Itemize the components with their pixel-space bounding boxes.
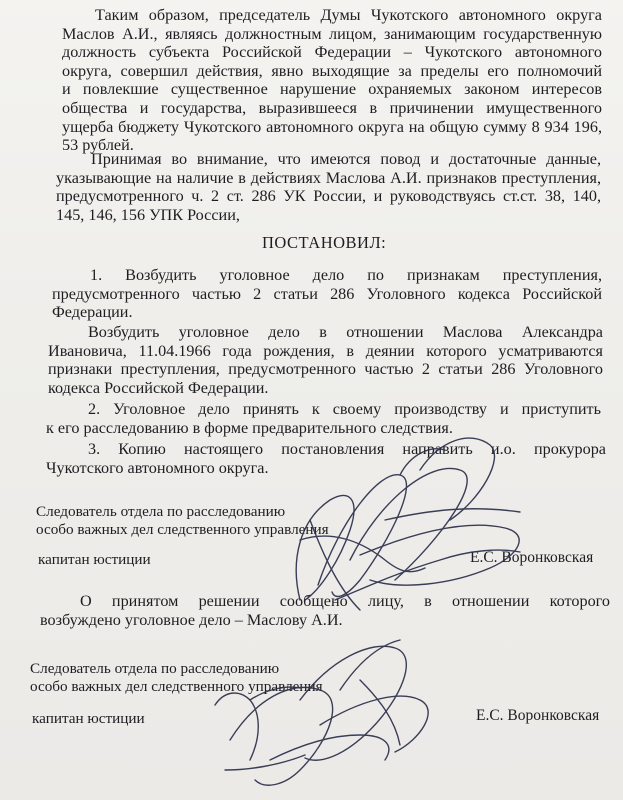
resolution-item-2 (46, 400, 601, 437)
text-line: О принятом решении сообщено лицу, в отношении которого (80, 592, 610, 610)
text-line: и повлекшие существенное нарушение охраняемых законом интересов (62, 80, 602, 99)
text-line: 145, 146, 156 УПК России, (56, 205, 240, 224)
resolution-item-3 (46, 440, 606, 477)
text-line: указывающие на наличие в действиях Маслова А.И. признаков преступления, (56, 168, 601, 187)
notice-paragraph (40, 592, 610, 629)
text-line: предусмотренного ч. 2 ст. 286 УК России, и руководствуясь ст.ст. 38, 140, (56, 187, 601, 206)
text-line: признаки преступления, предусмотренного частью 2 статьи 286 Уголовного (48, 360, 603, 379)
investigator-rank: капитан юстиции (32, 710, 145, 727)
paragraph-conclusion (62, 6, 602, 155)
text-line: ущерба бюджету Чукотского автономного округа на общую сумму 8 934 196, (62, 117, 602, 136)
text-line: Чукотского автономного округа. (46, 458, 269, 477)
investigator-title-line-1: Следователь отдела по расследованию (36, 503, 286, 520)
investigator-name: Е.С. Воронковская (476, 707, 600, 724)
text-line: кодекса Российской Федерации. (48, 378, 269, 397)
text-line: Федерации. (52, 303, 133, 322)
text-line: возбуждено уголовное дело – Маслову А.И. (40, 610, 343, 629)
section-heading: ПОСТАНОВИЛ: (262, 233, 387, 252)
resolution-item-1 (52, 266, 602, 322)
text-line: Ивановича, 11.04.1966 года рождения, в деянии которого усматриваются (48, 341, 603, 360)
text-line: к его расследованию в форме предварительного следствия. (46, 418, 453, 437)
text-line: 53 рублей. (62, 136, 134, 155)
investigator-title-line-1: Следователь отдела по расследованию (30, 660, 280, 677)
text-line: Таким образом, председатель Думы Чукотского автономного округа (95, 6, 602, 24)
cropped-top-line (120, 0, 520, 4)
text-line: Возбудить уголовное дело в отношении Маслова Александра (88, 323, 603, 341)
text-line: Маслов А.И., являясь должностным лицом, занимающим государственную (62, 24, 602, 43)
resolution-item-1-continued (48, 323, 603, 397)
text-line: Принимая во внимание, что имеются повод и достаточные данные, (91, 150, 601, 168)
paragraph-considering (56, 150, 601, 224)
text-line: округа, совершил действия, явно выходящие за пределы его полномочий (62, 61, 602, 80)
text-line: общества и государства, выразившееся в причинении имущественного (62, 98, 602, 117)
text-line: 2. Уголовное дело принять к своему производству и приступить (88, 400, 601, 418)
investigator-rank: капитан юстиции (38, 551, 151, 568)
text-line: должность субъекта Российской Федерации – Чукотского автономного (62, 43, 602, 62)
text-line: 3. Копию настоящего постановления направить и.о. прокурора (88, 440, 606, 458)
text-line: 1. Возбудить уголовное дело по признакам преступления, (90, 266, 602, 284)
text-line: предусмотренного частью 2 статьи 286 Уголовного кодекса Российской (52, 284, 602, 303)
investigator-title-line-2: особо важных дел следственного управления (36, 521, 329, 538)
investigator-name: Е.С. Воронковская (470, 549, 594, 566)
investigator-title-line-2: особо важных дел следственного управления (30, 678, 323, 695)
